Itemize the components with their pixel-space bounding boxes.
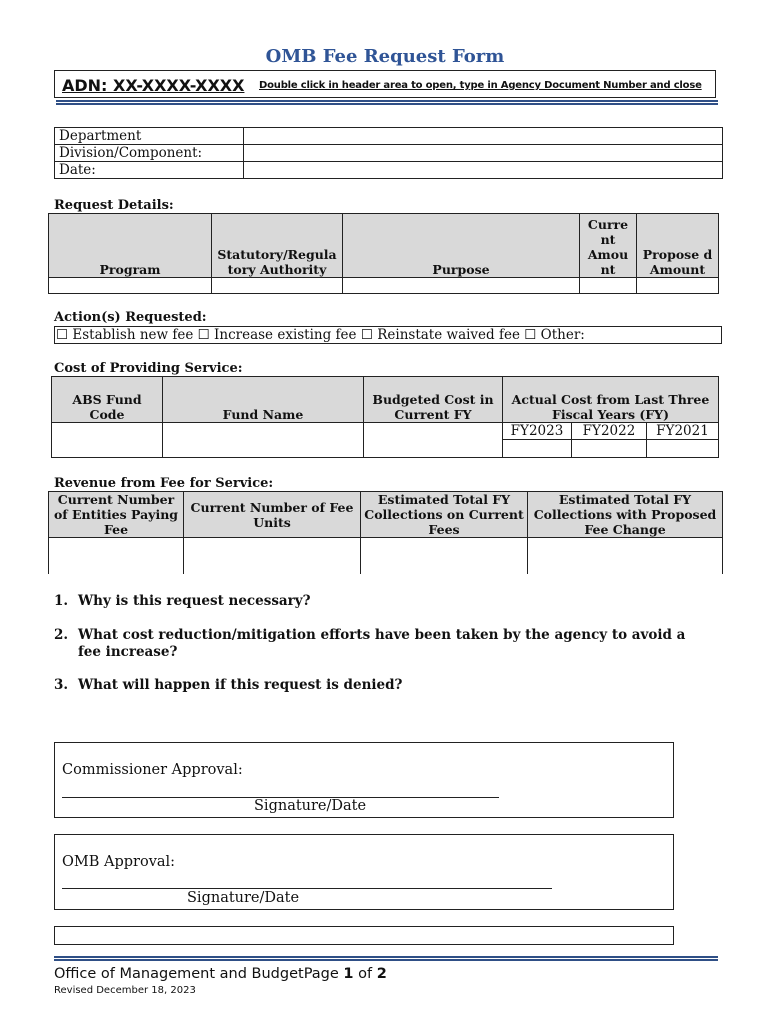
abs-fund-code-header: ABS Fund Code xyxy=(52,377,163,423)
header-divider xyxy=(56,103,718,105)
commissioner-approval-label: Commissioner Approval: xyxy=(62,762,243,778)
question-number: 3. xyxy=(54,677,69,693)
cost-table xyxy=(51,376,719,458)
proposed-amount-field[interactable] xyxy=(637,278,719,294)
omb-approval-label: OMB Approval: xyxy=(62,854,176,870)
fy2022-field[interactable] xyxy=(572,440,647,458)
actions-heading: Action(s) Requested: xyxy=(54,310,207,325)
request-details-heading: Request Details: xyxy=(54,198,174,213)
question-number: 1. xyxy=(54,593,69,609)
omb-approval-box[interactable] xyxy=(54,834,674,910)
fy2023-field[interactable] xyxy=(503,440,572,458)
abs-fund-code-field[interactable] xyxy=(52,423,163,458)
purpose-field[interactable] xyxy=(343,278,580,294)
request-details-table xyxy=(48,213,719,294)
fy2021-field[interactable] xyxy=(647,440,719,458)
fy2022-label: FY2022 xyxy=(572,423,647,440)
footer-page-info xyxy=(54,966,387,982)
question-text: What cost reduction/mitigation efforts have been taken by the agency to avoid a fee increase? xyxy=(78,627,686,660)
proposed-amount-header: Propose d Amount xyxy=(637,214,719,278)
agency-document-number: ADN: XX-XXXX-XXXX xyxy=(62,76,245,95)
budgeted-cost-field[interactable] xyxy=(364,423,503,458)
increase-existing-fee-checkbox[interactable]: ☐ Increase existing fee xyxy=(197,327,357,343)
fy2021-label: FY2021 xyxy=(647,423,719,440)
current-amount-field[interactable] xyxy=(580,278,637,294)
purpose-header: Purpose xyxy=(343,214,580,278)
date-label: Date: xyxy=(55,162,244,179)
footer-page-word: Page xyxy=(303,966,344,982)
question-text: What will happen if this request is denied? xyxy=(78,677,403,693)
division-field[interactable] xyxy=(244,145,723,162)
footer-office: Office of Management and Budget xyxy=(54,966,304,982)
question-3 xyxy=(54,677,714,697)
fund-name-field[interactable] xyxy=(163,423,364,458)
collections-proposed-field[interactable] xyxy=(528,538,723,574)
omb-signature-label: Signature/Date xyxy=(187,890,300,906)
form-title: OMB Fee Request Form xyxy=(265,46,505,67)
entities-paying-fee-field[interactable] xyxy=(49,538,184,574)
department-info-table xyxy=(54,127,723,179)
other-checkbox[interactable]: ☐ Other: xyxy=(524,327,585,343)
program-field[interactable] xyxy=(49,278,212,294)
department-label: Department xyxy=(55,128,244,145)
department-field[interactable] xyxy=(244,128,723,145)
commissioner-signature-label: Signature/Date xyxy=(254,798,367,814)
revenue-heading: Revenue from Fee for Service: xyxy=(54,476,274,491)
fee-units-field[interactable] xyxy=(184,538,361,574)
budgeted-cost-header: Budgeted Cost in Current FY xyxy=(364,377,503,423)
header-instruction: Double click in header area to open, type in Agency Document Number and close xyxy=(259,80,702,91)
question-number: 2. xyxy=(54,627,69,643)
fee-units-header: Current Number of Fee Units xyxy=(184,492,361,538)
footer-page-total: 2 xyxy=(376,966,387,982)
fund-name-header: Fund Name xyxy=(163,377,364,423)
actual-cost-header: Actual Cost from Last Three Fiscal Years (FY) xyxy=(503,377,719,423)
division-label: Division/Component: xyxy=(55,145,244,162)
footer-page-number: 1 xyxy=(343,966,354,982)
statutory-authority-header: Statutory/Regula tory Authority xyxy=(212,214,343,278)
question-text: Why is this request necessary? xyxy=(78,593,311,609)
footer-divider xyxy=(54,959,718,961)
establish-new-fee-checkbox[interactable]: ☐ Establish new fee xyxy=(56,327,194,343)
cost-heading: Cost of Providing Service: xyxy=(54,361,243,376)
revised-date: Revised December 18, 2023 xyxy=(54,985,196,996)
statutory-authority-field[interactable] xyxy=(212,278,343,294)
footer-of-word: of xyxy=(353,966,377,982)
collections-proposed-header: Estimated Total FY Collections with Proposed Fee Change xyxy=(528,492,723,538)
entities-paying-fee-header: Current Number of Entities Paying Fee xyxy=(49,492,184,538)
current-amount-header: Curre nt Amou nt xyxy=(580,214,637,278)
blank-field-box[interactable] xyxy=(54,926,674,945)
collections-current-header: Estimated Total FY Collections on Current Fees xyxy=(361,492,528,538)
omb-signature-line[interactable] xyxy=(62,888,552,889)
collections-current-field[interactable] xyxy=(361,538,528,574)
revenue-table xyxy=(48,491,723,574)
footer-divider xyxy=(54,956,718,958)
question-2 xyxy=(54,627,714,667)
program-header: Program xyxy=(49,214,212,278)
reinstate-waived-fee-checkbox[interactable]: ☐ Reinstate waived fee xyxy=(360,327,520,343)
date-field[interactable] xyxy=(244,162,723,179)
fy2023-label: FY2023 xyxy=(503,423,572,440)
question-1 xyxy=(54,593,714,613)
header-divider xyxy=(56,100,718,102)
actions-requested-row xyxy=(54,326,722,344)
